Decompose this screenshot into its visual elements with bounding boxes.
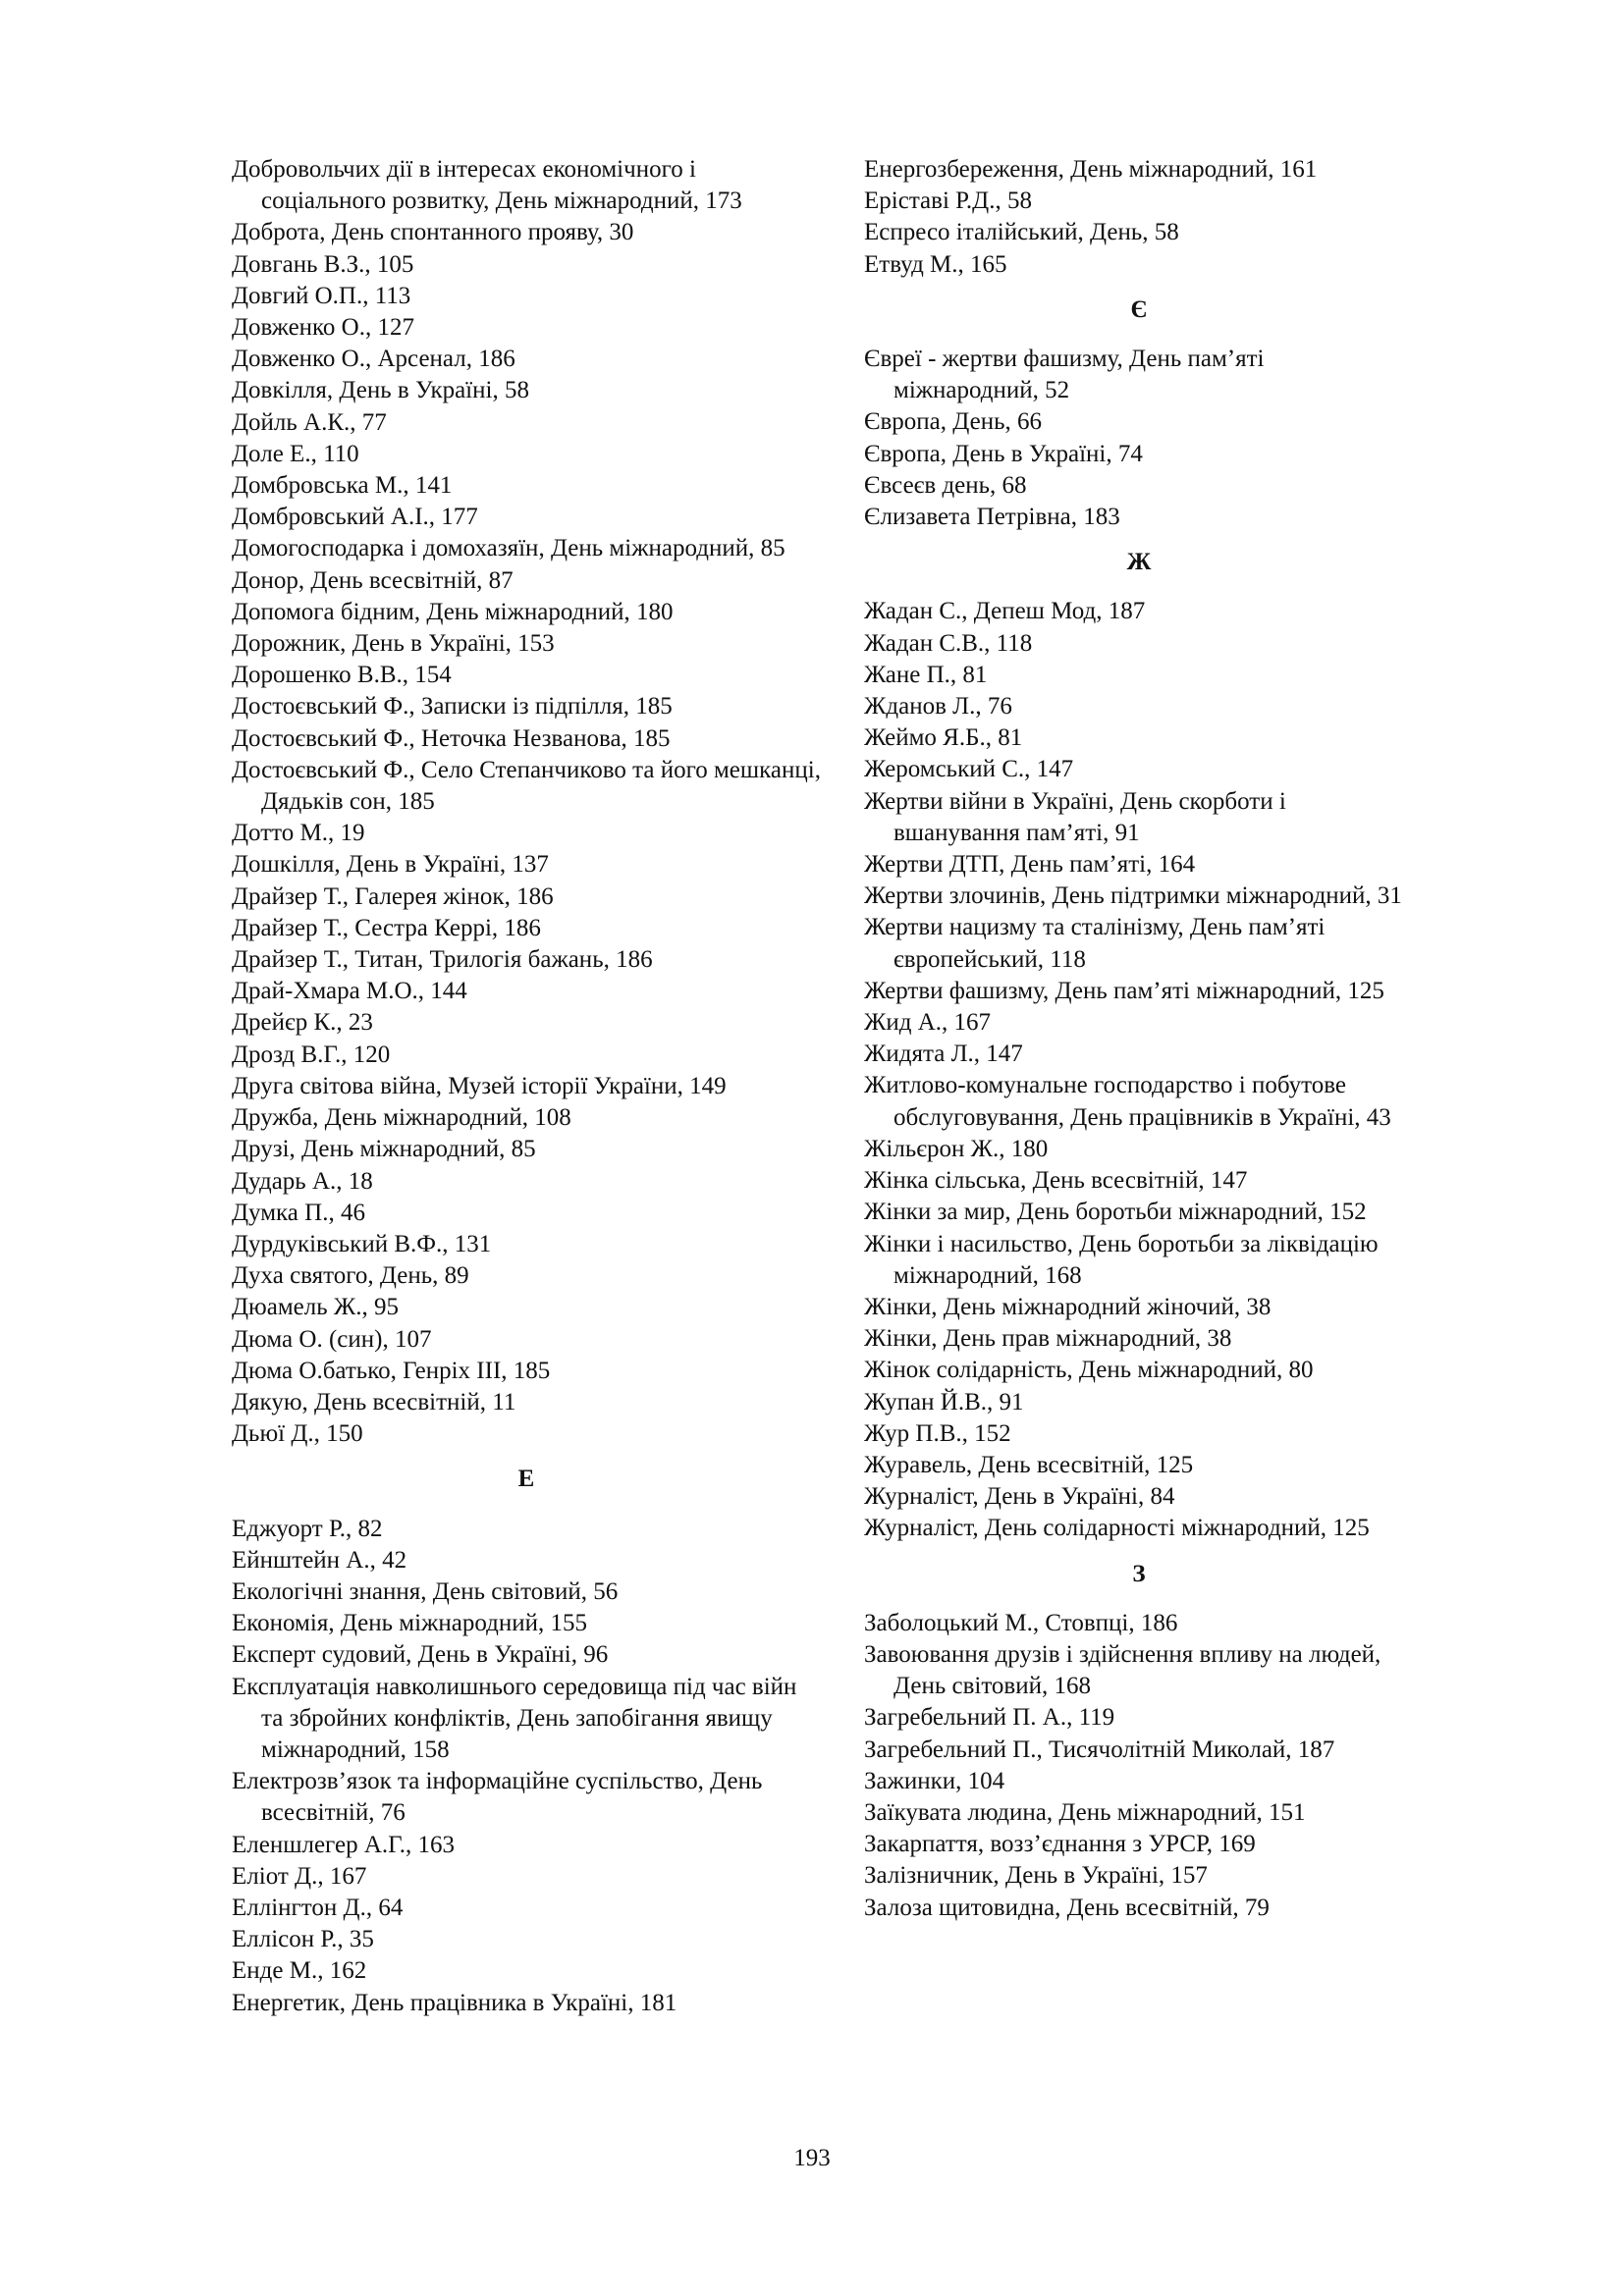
index-entry: Донор, День всесвітній, 87 <box>232 566 514 594</box>
index-entry: Домогосподарка і домохазяїн, День міжнародний, 85 <box>232 535 785 562</box>
index-entry: Залізничник, День в Україні, 157 <box>864 1862 1208 1890</box>
page-number: 193 <box>793 2145 831 2171</box>
index-entry: Дошкілля, День в Україні, 137 <box>232 851 549 879</box>
index-entry: Енде М., 162 <box>232 1957 367 1985</box>
index-entry: Друга світова війна, Музей історії України, 149 <box>232 1072 727 1099</box>
index-entry: Доле Е., 110 <box>232 440 359 467</box>
index-entry: Заболоцький М., Стовпці, 186 <box>864 1609 1178 1636</box>
index-entry: Допомога бідним, День міжнародний, 180 <box>232 598 674 625</box>
index-entry: Дурдуківський В.Ф., 131 <box>232 1230 492 1257</box>
index-entry: Духа святого, День, 89 <box>232 1262 469 1290</box>
index-entry: Жданов Л., 76 <box>864 693 1012 721</box>
index-entry: Дойль А.К., 77 <box>232 408 387 436</box>
index-entry: Європа, День, 66 <box>864 408 1043 436</box>
index-entry: Жертви фашизму, День пам’яті міжнародний, 125 <box>864 977 1384 1004</box>
index-entry: Загребельний П., Тисячолітній Миколай, 187 <box>864 1735 1335 1763</box>
index-entry: Достоєвський Ф., Записки із підпілля, 185 <box>232 693 673 721</box>
index-entry: Жертви злочинів, День підтримки міжнародний, 31 <box>864 882 1402 910</box>
index-entry: Жеромський С., 147 <box>864 756 1074 783</box>
index-entry: Євреї - жертви фашизму, День пам’яті міжнародний, 52 <box>864 346 1265 404</box>
index-entry: Зажинки, 104 <box>864 1767 1005 1794</box>
index-entry: Екологічні знання, День світовий, 56 <box>232 1577 619 1605</box>
index-entry: Жінки і насильство, День боротьби за ліквідацію міжнародний, 168 <box>864 1230 1379 1289</box>
index-entry: Жупан Й.В., 91 <box>864 1388 1024 1415</box>
index-entry: Драйзер Т., Титан, Трилогія бажань, 186 <box>232 946 653 974</box>
index-entry: Жінка сільська, День всесвітній, 147 <box>864 1167 1248 1195</box>
index-entry: Домбровський А.І., 177 <box>232 504 478 531</box>
index-entry: Драйзер Т., Галерея жінок, 186 <box>232 882 554 910</box>
index-entry: Європа, День в Україні, 74 <box>864 440 1143 467</box>
letter-heading: Е <box>517 1466 535 1493</box>
index-entry: Дрозд В.Г., 120 <box>232 1041 391 1068</box>
index-entry: Євсеєв день, 68 <box>864 471 1027 499</box>
index-entry: Дьюї Д., 150 <box>232 1420 363 1448</box>
index-entry: Дорошенко В.В., 154 <box>232 662 452 689</box>
index-entry: Дорожник, День в Україні, 153 <box>232 630 555 658</box>
index-entry: Достоєвський Ф., Неточка Незванова, 185 <box>232 724 671 752</box>
index-entry: Еллінгтон Д., 64 <box>232 1894 404 1921</box>
index-entry: Жид А., 167 <box>864 1009 992 1037</box>
index-entry: Журавель, День всесвітній, 125 <box>864 1451 1194 1478</box>
index-entry: Жертви війни в Україні, День скорботи і вшанування пам’яті, 91 <box>864 787 1286 846</box>
index-entry: Доброта, День спонтанного прояву, 30 <box>232 219 634 246</box>
index-entry: Жінок солідарність, День міжнародний, 80 <box>864 1357 1314 1384</box>
index-entry: Жільєрон Ж., 180 <box>864 1135 1049 1162</box>
index-entry: Домбровська М., 141 <box>232 472 453 500</box>
index-entry: Електрозв’язок та інформаційне суспільство, День всесвітній, 76 <box>232 1768 763 1827</box>
letter-heading: Є <box>1130 295 1148 323</box>
index-entry: Дотто М., 19 <box>232 820 365 847</box>
index-entry: Жеймо Я.Б., 81 <box>864 724 1023 752</box>
index-entry: Добровольчих дії в інтересах економічного і соціального розвитку, День міжнародний, 173 <box>232 156 742 215</box>
index-entry: Дрейєр К., 23 <box>232 1009 373 1037</box>
index-entry: Енергетик, День працівника в Україні, 181 <box>232 1989 677 2016</box>
index-entry: Еджуорт Р., 82 <box>232 1515 383 1542</box>
index-entry: Еліот Д., 167 <box>232 1862 367 1890</box>
index-column-right <box>864 154 1414 1924</box>
index-entry: Драйзер Т., Сестра Керрі, 186 <box>232 914 541 941</box>
index-column-left <box>232 154 821 2019</box>
index-entry: Економія, День міжнародний, 155 <box>232 1610 587 1637</box>
index-entry: Жертви нацизму та сталінізму, День пам’яті європейський, 118 <box>864 914 1326 973</box>
index-entry: Еспресо італійський, День, 58 <box>864 219 1179 246</box>
index-entry: Заїкувата людина, День міжнародний, 151 <box>864 1798 1306 1826</box>
index-entry: Дюма О. (син), 107 <box>232 1325 432 1353</box>
index-entry: Дякую, День всесвітній, 11 <box>232 1388 516 1415</box>
index-entry: Жадан С.В., 118 <box>864 629 1033 657</box>
index-entry: Енергозбереження, День міжнародний, 161 <box>864 156 1318 183</box>
index-entry: Загребельний П. А., 119 <box>864 1704 1115 1732</box>
index-entry: Жінки, День міжнародний жіночий, 38 <box>864 1293 1272 1320</box>
index-entry: Єлизавета Петрівна, 183 <box>864 504 1120 531</box>
index-entry: Друзі, День міжнародний, 85 <box>232 1136 536 1163</box>
index-entry: Експлуатація навколишнього середовища під час війн та збройних конфліктів, День запобігання явищу міжнародний, 158 <box>232 1673 797 1763</box>
index-entry: Жінки за мир, День боротьби міжнародний, 152 <box>864 1199 1367 1226</box>
index-entry: Еленшлегер А.Г., 163 <box>232 1831 456 1858</box>
index-entry: Жане П., 81 <box>864 661 988 688</box>
index-entry: Житлово-комунальне господарство і побутове обслуговування, День працівників в Україні, 43 <box>864 1072 1391 1131</box>
index-entry: Жидята Л., 147 <box>864 1041 1023 1068</box>
index-entry: Драй-Хмара М.О., 144 <box>232 978 467 1005</box>
index-entry: Довгань В.З., 105 <box>232 250 414 278</box>
index-entry: Ейнштейн А., 42 <box>232 1546 407 1574</box>
index-entry: Залоза щитовидна, День всесвітній, 79 <box>864 1894 1270 1921</box>
index-entry: Довженко О., 127 <box>232 314 414 342</box>
index-entry: Еллісон Р., 35 <box>232 1926 374 1953</box>
index-entry: Дударь А., 18 <box>232 1167 373 1195</box>
index-entry: Дюма О.батько, Генріх ІІІ, 185 <box>232 1357 551 1384</box>
index-entry: Довкілля, День в Україні, 58 <box>232 377 529 404</box>
index-entry: Журналіст, День в Україні, 84 <box>864 1483 1175 1511</box>
index-entry: Думка П., 46 <box>232 1199 365 1226</box>
index-entry: Еріставі Р.Д., 58 <box>864 187 1032 215</box>
index-entry: Довгий О.П., 113 <box>232 282 411 309</box>
index-entry: Завоювання друзів і здійснення впливу на людей, День світовий, 168 <box>864 1640 1381 1700</box>
index-entry: Дюамель Ж., 95 <box>232 1294 400 1321</box>
index-entry: Експерт судовий, День в Україні, 96 <box>232 1641 609 1669</box>
index-entry: Журналіст, День солідарності міжнародний, 125 <box>864 1515 1370 1542</box>
index-entry: Дружба, День міжнародний, 108 <box>232 1104 571 1132</box>
index-entry: Етвуд М., 165 <box>864 250 1007 278</box>
index-entry: Жертви ДТП, День пам’яті, 164 <box>864 851 1196 879</box>
index-entry: Жінки, День прав міжнародний, 38 <box>864 1325 1232 1353</box>
index-entry: Жур П.В., 152 <box>864 1419 1011 1447</box>
letter-heading: Ж <box>1126 549 1152 576</box>
index-entry: Довженко О., Арсенал, 186 <box>232 346 515 373</box>
index-entry: Жадан С., Депеш Мод, 187 <box>864 598 1146 625</box>
index-entry: Достоєвський Ф., Село Степанчиково та його мешканці, Дядьків сон, 185 <box>232 756 821 816</box>
letter-heading: З <box>1132 1560 1146 1587</box>
index-entry: Закарпаття, возз’єднання з УРСР, 169 <box>864 1831 1256 1858</box>
